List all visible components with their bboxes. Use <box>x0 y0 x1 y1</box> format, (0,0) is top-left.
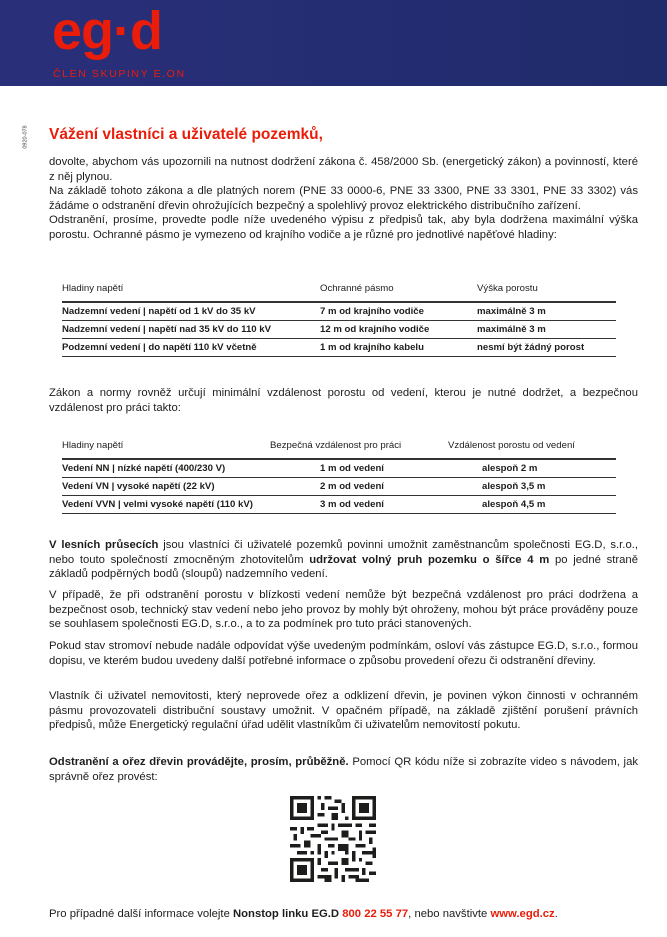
table-cell: 7 m od krajního vodiče <box>320 302 477 321</box>
page-header <box>0 0 667 86</box>
table-cell: 12 m od krajního vodiče <box>320 321 477 339</box>
table-row <box>62 339 616 357</box>
forest-bold-1: V lesních průsecích <box>49 539 159 551</box>
col-voltage: Hladiny napětí <box>62 281 320 302</box>
table-cell: alespoň 4,5 m <box>448 496 616 514</box>
table-cell: Vedení NN | nízké napětí (400/230 V) <box>62 459 270 478</box>
logo-tagline: ČLEN SKUPINY E.ON <box>53 68 186 80</box>
footer-text-end: . <box>554 908 558 920</box>
table-row <box>62 496 616 514</box>
intro-paragraph-1: dovolte, abychom vás upozornili na nutnost dodržení zákona č. 458/2000 Sb. (energetický zákon) a povinností, které z něj plynou. <box>49 156 638 183</box>
case-text: V případě, že při odstranění porostu v blízkosti vedení nemůže být bezpečná vzdálenost pro práci dodržena a bezpečnost osob, technický stav vedení nebo jeho provoz by mohly být ohroženy, mohou být práce prováděny pouze se souhlasem společnosti EG.D, s.r.o., a to za podmínek pro tuto práci stanovených. <box>49 589 638 630</box>
forest-text-2: po jedné straně základů podpěrných bodů (sloupů) nadzemního vedení. <box>49 553 638 580</box>
table-header-row <box>62 281 616 302</box>
table-header-row <box>62 438 616 459</box>
table-row <box>62 321 616 339</box>
col-voltage: Hladiny napětí <box>62 438 270 459</box>
col-height: Výška porostu <box>477 281 616 302</box>
document-code: 0920-078 <box>22 125 29 149</box>
protection-zone-table <box>62 281 616 357</box>
distance-paragraph: Zákon a normy rovněž určují minimální vzdálenost porostu od vedení, kterou je nutné dodržet, a bezpečnou vzdálenost pro práci takto: <box>49 387 638 414</box>
table-cell: 1 m od vedení <box>270 459 448 478</box>
safe-distance-table <box>62 438 616 514</box>
table-cell: alespoň 2 m <box>448 459 616 478</box>
table-cell: Vedení VVN | velmi vysoké napětí (110 kV) <box>62 496 270 514</box>
footer-contact <box>49 908 558 920</box>
footer-phone-link[interactable]: 800 22 55 77 <box>342 908 409 920</box>
owner-text: Vlastník či uživatel nemovitosti, který neprovede ořez a odklizení dřevin, je povinen výkon činnosti v ochranném pásmu provozovateli distribuční soustavy umožnit. V opačném případě, na základě zjištění porušení právních předpisů, může Energetický regulační úřad udělit vlastníkům či uživatelům nemovitostí pokutu. <box>49 690 638 731</box>
distance-intro <box>49 386 638 415</box>
intro-paragraph-3: Odstranění, prosíme, provedte podle níže uvedeného výpisu z předpisů tak, aby byla dodržena maximální výška porostu. Ochranné pásmo je vymezeno od krajního vodiče a je různé pro jednotlivé napěťové hladiny: <box>49 214 638 241</box>
state-paragraph <box>49 639 638 668</box>
col-zone: Ochranné pásmo <box>320 281 477 302</box>
table-cell: Vedení VN | vysoké napětí (22 kV) <box>62 478 270 496</box>
case-paragraph <box>49 588 638 632</box>
table-cell: maximálně 3 m <box>477 321 616 339</box>
intro-paragraph-2: Na základě tohoto zákona a dle platných norem (PNE 33 0000-6, PNE 33 3300, PNE 33 3301, PNE 33 3302) vás žádáme o odstranění dřevin ohrožujících bezpečný a spolehlivý provoz elektrického distribučního zařízení. <box>49 185 638 212</box>
owner-paragraph <box>49 689 638 733</box>
table-cell: 2 m od vedení <box>270 478 448 496</box>
table-cell: Nadzemní vedení | napětí od 1 kV do 35 kV <box>62 302 320 321</box>
egd-logo: eg·d <box>52 1 162 61</box>
qr-paragraph <box>49 755 638 784</box>
footer-hotline-label: Nonstop linku EG.D <box>233 908 343 920</box>
col-growth-distance: Vzdálenost porostu od vedení <box>448 438 616 459</box>
table-row <box>62 459 616 478</box>
forest-text-1: jsou vlastníci či uživatelé pozemků povinni umožnit zaměstnancům společnosti EG.D, s.r.o., nebo touto společností zmocněným zhotovitelům <box>49 539 639 566</box>
footer-text-mid: , nebo navštivte <box>408 908 491 920</box>
qr-text: Pomocí QR kódu níže si zobrazíte video s návodem, jak správně ořez provést: <box>49 756 638 783</box>
table-cell: nesmí být žádný porost <box>477 339 616 357</box>
qr-bold: Odstranění a ořez dřevin provádějte, prosím, průběžně. <box>49 756 349 768</box>
table-cell: alespoň 3,5 m <box>448 478 616 496</box>
table-cell: Podzemní vedení | do napětí 110 kV včetně <box>62 339 320 357</box>
col-safe-distance: Bezpečná vzdálenost pro práci <box>270 438 448 459</box>
state-text: Pokud stav stromoví nebude nadále odpovídat výše uvedeným podmínkám, osloví vás zástupce EG.D, s.r.o., formou dopisu, ve kterém budou uvedeny další potřebné informace o způsobu provedení ořezu či odstranění dřeviny. <box>49 640 638 667</box>
table-cell: 3 m od vedení <box>270 496 448 514</box>
forest-paragraph <box>49 538 638 582</box>
table-row <box>62 302 616 321</box>
table-cell: Nadzemní vedení | napětí nad 35 kV do 110 kV <box>62 321 320 339</box>
intro-text <box>49 155 638 242</box>
table-row <box>62 478 616 496</box>
table-cell: 1 m od krajního kabelu <box>320 339 477 357</box>
forest-bold-2: udržovat volný pruh pozemku o šířce 4 m <box>309 553 550 566</box>
table-cell: maximálně 3 m <box>477 302 616 321</box>
footer-web-link[interactable]: www.egd.cz <box>490 908 555 920</box>
letter-salutation: Vážení vlastníci a uživatelé pozemků, <box>49 126 323 143</box>
qr-code[interactable] <box>290 796 376 882</box>
footer-text: Pro případné další informace volejte <box>49 908 233 920</box>
